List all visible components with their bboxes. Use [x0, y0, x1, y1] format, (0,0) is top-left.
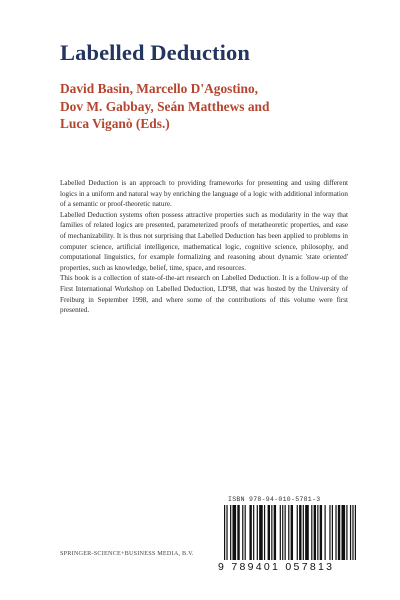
book-description — [60, 178, 348, 316]
barcode-bar — [299, 505, 301, 560]
barcode-bar — [341, 505, 345, 560]
barcode-bar — [305, 505, 309, 560]
barcode-bar — [291, 505, 293, 560]
barcode-bar — [338, 505, 340, 560]
isbn-label: ISBN 978-94-010-5781-3 — [228, 496, 321, 503]
isbn-digits: 9 789401 057813 — [218, 561, 335, 573]
book-title: Labelled Deduction — [60, 40, 250, 65]
barcode-bar — [253, 505, 254, 560]
barcode — [224, 505, 356, 560]
barcode-bar — [271, 505, 272, 560]
barcode-bar — [268, 505, 270, 560]
barcode-bar — [346, 505, 347, 560]
editors-line: Dov M. Gabbay, Seán Matthews and — [60, 98, 270, 114]
barcode-bar — [288, 505, 289, 560]
barcode-bar — [352, 505, 353, 560]
barcode-bar — [297, 505, 298, 560]
barcode-bar — [335, 505, 336, 560]
barcode-bar — [226, 505, 227, 560]
barcode-bar — [303, 505, 304, 560]
barcode-bar — [350, 505, 351, 560]
description-paragraph: This book is a collection of state-of-the-art research on Labelled Deduction. It is a follow-up of the First International Workshop on Labelled Deduction, LD'98, that was hosted by the University of Freiburg in September 1998, and where some of the contributions of this volume were first presented. — [60, 274, 348, 315]
barcode-bar — [264, 505, 265, 560]
editors-list — [60, 80, 360, 133]
barcode-bar — [314, 505, 316, 560]
barcode-bar — [329, 505, 330, 560]
editors-line: Luca Viganò (Eds.) — [60, 116, 170, 132]
barcode-bar — [311, 505, 312, 560]
barcode-bar — [249, 505, 251, 560]
barcode-bar — [282, 505, 283, 560]
barcode-bar — [317, 505, 318, 560]
barcode-bar — [242, 505, 243, 560]
publisher-name: SPRINGER-SCIENCE+BUSINESS MEDIA, B.V. — [60, 550, 194, 557]
editors-line: David Basin, Marcello D'Agostino, — [60, 81, 259, 96]
barcode-bar — [224, 505, 225, 560]
barcode-bar — [280, 505, 281, 560]
barcode-bar — [355, 505, 356, 560]
barcode-bar — [230, 505, 231, 560]
description-paragraph: Labelled Deduction systems often possess attractive properties such as modularity in the way that families of related logics are presented, parameterized proofs of metatheoretic properties, and ease of mechanizability. It is thus not surprising that Labelled Deduction has been applied to problems in computer science, artificial intelligence, mathematical logic, cognitive science, philosophy, and computational linguistics, for example formalizing and reasoning about dynamic 'state oriented' properties, such as knowledge, belief, time, space, and resources. — [60, 210, 348, 272]
barcode-bar — [259, 505, 263, 560]
barcode-bar — [285, 505, 286, 560]
barcode-bar — [237, 505, 239, 560]
barcode-bar — [257, 505, 258, 560]
barcode-bar — [274, 505, 276, 560]
barcode-bar — [320, 505, 322, 560]
barcode-bar — [332, 505, 333, 560]
barcode-bar — [245, 505, 246, 560]
barcode-bar — [325, 505, 326, 560]
description-paragraph: Labelled Deduction is an approach to providing frameworks for presenting and using different logics in a uniform and natural way by enriching the language of a logic with additional information of a semantic or proof-theoretic nature. — [60, 179, 348, 209]
barcode-bar — [232, 505, 236, 560]
